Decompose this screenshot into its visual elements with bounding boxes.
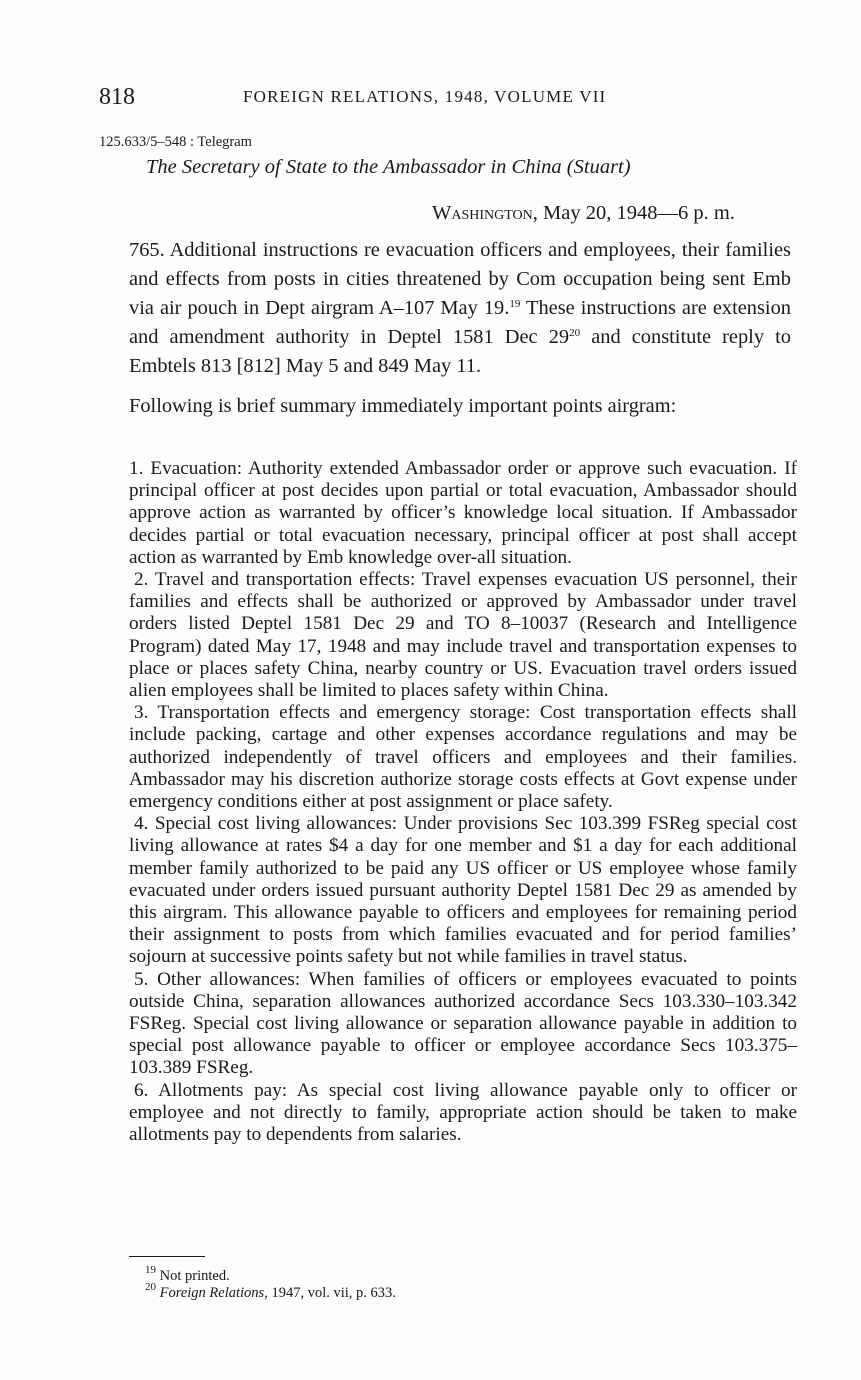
summary-item: 1. Evacuation: Authority extended Ambassador order or approve such evacuation. If principal officer at post decides upon partial or total evacuation, Ambassador should approve action as warranted by officer’s knowledge local situation. If Ambassador decides partial or total evacuation necessary, principal officer at post shall accept action as warranted by Emb knowledge over-all situation.	[129, 458, 797, 568]
footnote-title: Foreign Relations	[159, 1285, 265, 1301]
file-reference: 125.633/5–548 : Telegram	[99, 134, 252, 150]
dateline-place: Washington	[432, 202, 533, 224]
footnote-ref-19: 19	[509, 298, 521, 310]
footnote-mark: 20	[145, 1281, 156, 1293]
running-head: FOREIGN RELATIONS, 1948, VOLUME VII	[243, 87, 607, 106]
footnote-20	[145, 1281, 396, 1302]
page-number: 818	[99, 84, 135, 110]
document-title: The Secretary of State to the Ambassador in China (Stuart)	[146, 156, 631, 178]
footnotes	[145, 1264, 396, 1302]
dateline	[432, 202, 735, 225]
telegram-intro	[129, 236, 791, 381]
summary-item: 4. Special cost living allowances: Under provisions Sec 103.399 FSReg special cost living allowance at rates $4 a day for one member and $1 a day for each additional member family authorized to be paid any US officer or US employee whose family evacuated under orders issued pursuant authority Deptel 1581 Dec 29 as amended by this airgram. This allowance payable to officers and employees for remaining period their assignment to posts from which families evacuated and for period families’ sojourn at successive points safety but not while families in travel status.	[129, 813, 797, 968]
intro-text-3: and constitute reply to Embtels 813 [812] May 5 and 849 May 11.	[129, 326, 791, 377]
footnote-divider	[129, 1256, 205, 1257]
intro-paragraph	[129, 236, 791, 381]
summary-item: 6. Allotments pay: As special cost living allowance payable only to officer or employee and not directly to family, appropriate action should be taken to make allotments pay to dependents from salaries.	[129, 1079, 797, 1146]
footnote-text: , 1947, vol. vii, p. 633.	[264, 1285, 396, 1301]
following-paragraph	[129, 392, 791, 421]
summary-item: 3. Transportation effects and emergency storage: Cost transportation effects shall include packing, cartage and other expenses accordance regulations and may be authorized independently of travel officers and employees and their families. Ambassador may his discretion authorize storage costs effects at Govt expense under emergency conditions either at post assignment or place safety.	[129, 702, 797, 813]
summary-item: 2. Travel and transportation effects: Travel expenses evacuation US personnel, their families and effects shall be authorized or approved by Ambassador under travel orders listed Deptel 1581 Dec 29 and TO 8–10037 (Research and Intelligence Program) dated May 17, 1948 and may include travel and transportation expenses to place or places safety China, nearby country or US. Evacuation travel orders issued alien employees shall be limited to places safety within China.	[129, 569, 797, 702]
footnote-19	[145, 1264, 396, 1285]
summary-item: 5. Other allowances: When families of officers or employees evacuated to points outside China, separation allowances authorized accordance Secs 103.330–103.342 FSReg. Special cost living allowance or separation allowance payable in addition to special post allowance payable to officer or employee accordance Secs 103.375–103.389 FSReg.	[129, 968, 797, 1079]
dateline-date: , May 20, 1948—6 p. m.	[532, 202, 735, 224]
intro-text-2: These instructions are extension and amendment authority in Deptel 1581 Dec 29	[129, 297, 791, 348]
footnote-text: Not printed.	[159, 1268, 230, 1284]
following-text: Following is brief summary immediately important points airgram:	[129, 395, 677, 417]
footnote-mark: 19	[145, 1264, 156, 1276]
intro-text-1: 765. Additional instructions re evacuation officers and employees, their families and effects from posts in cities threatened by Com occupation being sent Emb via air pouch in Dept airgram A–107 May 19.	[129, 239, 791, 319]
summary-items	[129, 458, 797, 1146]
footnote-ref-20: 20	[569, 327, 581, 339]
